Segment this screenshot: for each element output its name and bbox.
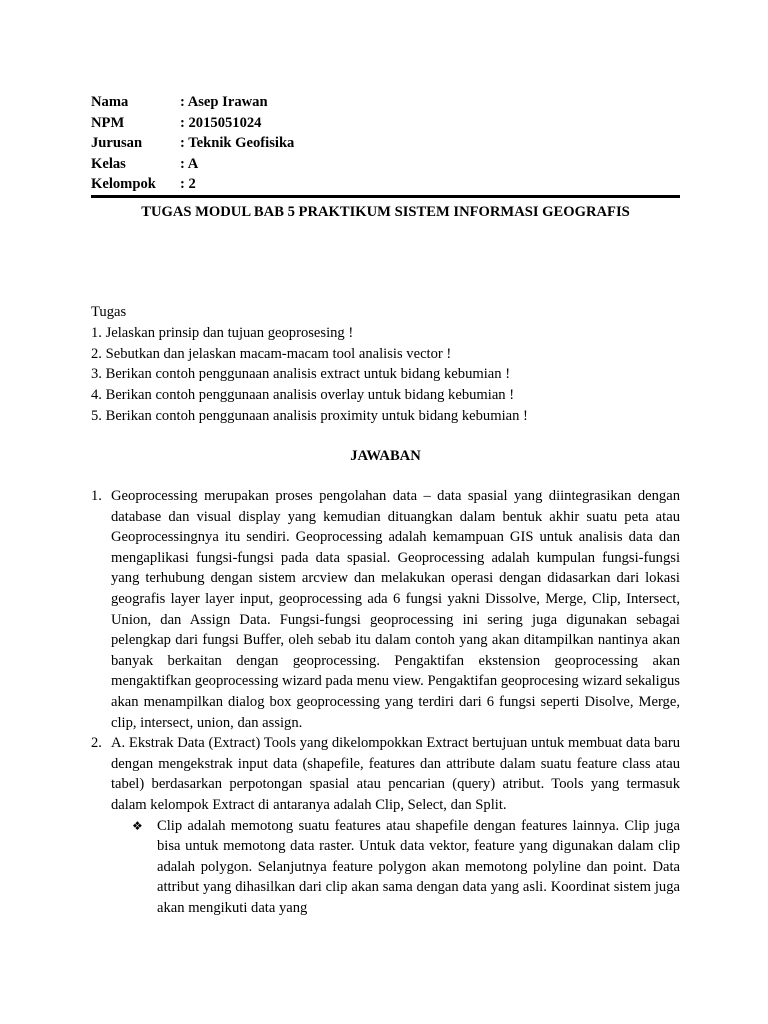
document-title: TUGAS MODUL BAB 5 PRAKTIKUM SISTEM INFORMASI GEOGRAFIS <box>141 204 630 220</box>
info-value: : A <box>180 155 199 172</box>
answer-number: 1. <box>91 488 102 504</box>
info-row-jurusan <box>91 133 294 154</box>
answer-item-1 <box>91 486 680 733</box>
info-row-nama <box>91 92 294 113</box>
answer-item-2 <box>91 733 680 815</box>
info-label: Kelompok <box>91 176 156 192</box>
task-item: 5. Berikan contoh penggunaan analisis proximity untuk bidang kebumian ! <box>91 407 528 424</box>
answer-text: Geoprocessing merupakan proses pengolahan data – data spasial yang diintegrasikan dengan database dan visual display yang kemudian dituangkan dalam bentuk akhir suatu peta atau Geoprocessingnya itu sendiri. Geoprocessing adalah kemampuan GIS untuk analisis data dan mengaplikasi fungsi-fungsi pada data spasial. Geoprocessing adalah kumpulan fungsi-fungsi yang terhubung dengan sistem arcview dan melakukan operasi dengan didasarkan dari lokasi geografis layer layer input, geoprocessing ada 6 fungsi yakni Dissolve, Merge, Clip, Intersect, Union, dan Assign Data. Fungsi-fungsi geoprocessing ini sering juga digunakan sebagai pelengkap dari fungsi Buffer, oleh sebab itu dalam contoh yang akan ditampilkan nantinya akan banyak berkaitan dengan geoprocessing. Pengaktifan ekstension geoprocessing akan mengaktifkan geoprocessing wizard pada menu view. Pengaktifan geoprocesing wizard sekaligus akan menampilkan dialog box geoprocessing yang terdiri dari 6 fungsi seperti Disolve, Merge, clip, intersect, union, dan assign. <box>111 488 680 731</box>
info-row-npm <box>91 113 294 134</box>
answer-number: 2. <box>91 735 102 752</box>
four-diamond-bullet-icon: ❖ <box>132 818 143 833</box>
task-list <box>91 302 680 427</box>
info-row-kelas <box>91 154 294 175</box>
bullet-text: Clip adalah memotong suatu features atau shapefile dengan features lainnya. Clip juga bisa untuk memotong data raster. Untuk data vektor, feature yang digunakan dalam clip adalah polygon. Selanjutnya feature polygon akan memotong polyline dan point. Data attribut yang dihasilkan dari clip akan sama dengan data yang asli. Koordinat sistem juga akan mengikuti data yang <box>157 817 680 916</box>
answer-text: A. Ekstrak Data (Extract) Tools yang dikelompokkan Extract bertujuan untuk membuat data baru dengan mengekstrak input data (shapefile, features dan attribute dalam suatu feature class atau tabel) berdasarkan perpotongan spasial atau pencarian (query) atribut. Tools yang termasuk dalam kelompok Extract di antaranya adalah Clip, Select, dan Split. <box>111 735 680 813</box>
answers-heading: JAWABAN <box>350 448 421 464</box>
answer-list <box>91 486 680 918</box>
info-value: : Teknik Geofisika <box>180 135 295 151</box>
task-item: 2. Sebutkan dan jelaskan macam-macam tool analisis vector ! <box>91 345 452 362</box>
bullet-item-clip <box>91 816 680 919</box>
info-label: NPM <box>91 114 125 131</box>
info-value: : 2 <box>180 176 196 192</box>
task-item: 1. Jelaskan prinsip dan tujuan geoprosesing ! <box>91 324 354 341</box>
header-divider <box>91 195 680 198</box>
student-info <box>91 92 294 195</box>
info-label: Jurusan <box>91 135 143 151</box>
task-item: 3. Berikan contoh penggunaan analisis extract untuk bidang kebumian ! <box>91 366 511 383</box>
info-row-kelompok <box>91 174 294 195</box>
info-label: Kelas <box>91 155 126 172</box>
info-value: : Asep Irawan <box>180 94 268 110</box>
task-item: 4. Berikan contoh penggunaan analisis overlay untuk bidang kebumian ! <box>91 387 515 404</box>
info-value: : 2015051024 <box>180 114 262 131</box>
task-heading: Tugas <box>91 304 127 320</box>
info-label: Nama <box>91 94 129 110</box>
